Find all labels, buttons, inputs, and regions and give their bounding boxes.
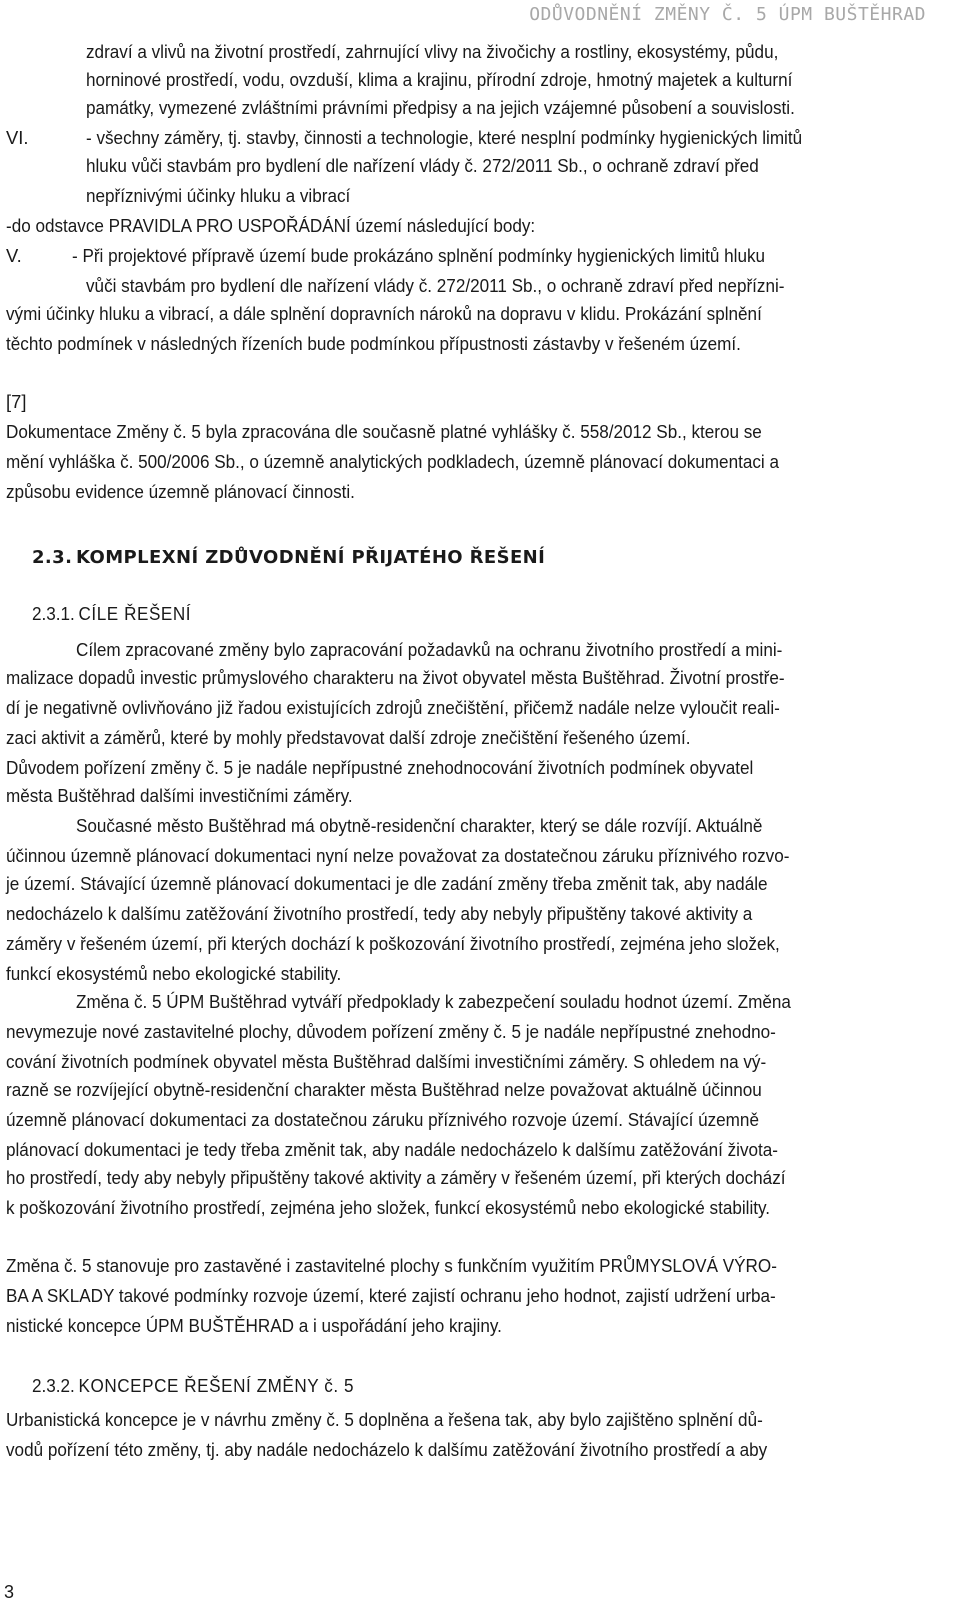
section-heading xyxy=(32,546,545,570)
item-marker: VI. xyxy=(6,127,29,148)
text-line: nistické koncepce ÚPM BUŠTĚHRAD a i uspořádání jeho krajiny. xyxy=(6,1315,502,1336)
text-line: - Při projektové přípravě území bude prokázáno splnění podmínky hygienických limitů hluku xyxy=(72,245,766,266)
text-line: Důvodem pořízení změny č. 5 je nadále nepřípustné znehodnocování životních podmínek obyvatel xyxy=(6,757,754,778)
text-line: Změna č. 5 stanovuje pro zastavěné i zastavitelné plochy s funkčním využitím PRŮMYSLOVÁ VÝRO- xyxy=(6,1255,777,1276)
text-line: způsobu evidence územně plánovací činnosti. xyxy=(6,481,355,502)
text-line: nepříznivými účinky hluku a vibrací xyxy=(86,185,351,206)
text-line: památky, vymezené zvláštními právními předpisy a na jejich vzájemné působení a souvislosti. xyxy=(86,97,795,118)
text-line: zdraví a vlivů na životní prostředí, zahrnující vlivy na živočichy a rostliny, ekosystémy, půdu, xyxy=(86,41,779,62)
text-line: razně se rozvíjející obytně-residenční charakter města Buštěhrad nelze považovat aktuálně účinnou xyxy=(6,1079,762,1100)
page-number: 3 xyxy=(4,1582,15,1602)
text-line: nevymezuje nové zastavitelné plochy, důvodem pořízení změny č. 5 je nadále nepřípustné znehodno- xyxy=(6,1021,776,1042)
text-line: záměry v řešeném území, při kterých dochází k poškozování životního prostředí, zejména jeho složek, xyxy=(6,933,780,954)
text-line: k poškozování životního prostředí, zejména jeho složek, funkcí ekosystémů nebo ekologické stability. xyxy=(6,1197,771,1218)
subsection-number: 2.3.1. xyxy=(32,603,75,624)
text-line: Současné město Buštěhrad má obytně-residenční charakter, který se dále rozvíjí. Aktuálně xyxy=(76,815,763,836)
text-line: zaci aktivit a záměrů, které by mohly představovat další zdroje znečištění řešeného území. xyxy=(6,727,691,748)
text-line: malizace dopadů investic průmyslového charakteru na život obyvatel města Buštěhrad. Životní prostře- xyxy=(6,667,785,688)
text-line: vůči stavbám pro bydlení dle nařízení vlády č. 272/2011 Sb., o ochraně zdraví před nepřízni- xyxy=(86,275,785,296)
subsection-heading xyxy=(32,602,191,626)
text-line: města Buštěhrad dalšími investičními záměry. xyxy=(6,785,353,806)
text-line: Změna č. 5 ÚPM Buštěhrad vytváří předpoklady k zabezpečení souladu hodnot území. Změna xyxy=(76,991,791,1012)
section-number: 2.3. xyxy=(32,547,73,568)
text-line: funkcí ekosystémů nebo ekologické stability. xyxy=(6,963,342,984)
section-title: KOMPLEXNÍ ZDŮVODNĚNÍ PŘIJATÉHO ŘEŠENÍ xyxy=(76,547,546,568)
item-marker: V. xyxy=(6,245,22,266)
text-line: dí je negativně ovlivňováno již řadou existujících zdrojů znečištění, přičemž nadále nelze vyloučit reali- xyxy=(6,697,780,718)
text-line: je území. Stávající územně plánovací dokumentaci je dle zadání změny třeba změnit tak, aby nadále xyxy=(6,873,768,894)
text-line: Dokumentace Změny č. 5 byla zpracována dle současně platné vyhlášky č. 558/2012 Sb., kterou se xyxy=(6,421,762,442)
text-line: Cílem zpracované změny bylo zapracování požadavků na ochranu životního prostředí a mini- xyxy=(76,639,783,660)
subsection-title: KONCEPCE ŘEŠENÍ ZMĚNY č. 5 xyxy=(78,1375,355,1396)
subsection-number: 2.3.2. xyxy=(32,1375,75,1396)
text-line: - všechny záměry, tj. stavby, činnosti a technologie, které nesplní podmínky hygienických limitů xyxy=(86,127,803,148)
text-line: vými účinky hluku a vibrací, a dále splnění dopravních nároků na dopravu v klidu. Prokázání splnění xyxy=(6,303,762,324)
subsection-heading xyxy=(32,1374,354,1398)
text-line: vodů pořízení této změny, tj. aby nadále nedocházelo k dalšímu zatěžování životního prostředí a aby xyxy=(6,1439,768,1460)
text-line: plánovací dokumentaci je tedy třeba změnit tak, aby nadále nedocházelo k dalšímu zatěžování života- xyxy=(6,1139,779,1160)
text-line: účinnou územně plánovací dokumentaci nyní nelze považovat za dostatečnou záruku příznivého rozvo- xyxy=(6,845,790,866)
text-line: horninové prostředí, vodu, ovzduší, klima a krajinu, přírodní zdroje, hmotný majetek a kulturní xyxy=(86,69,793,90)
text-line: těchto podmínek v následných řízeních bude podmínkou přípustnosti zástavby v řešeném území. xyxy=(6,333,741,354)
reference-marker: [7] xyxy=(6,391,27,412)
pravidla-note: -do odstavce PRAVIDLA PRO USPOŘÁDÁNÍ území následující body: xyxy=(6,215,536,236)
text-line: územně plánovací dokumentaci za dostatečnou záruku příznivého rozvoje území. Stávající územně xyxy=(6,1109,759,1130)
text-line: mění vyhláška č. 500/2006 Sb., o územně analytických podkladech, územně plánovací dokumentaci a xyxy=(6,451,779,472)
text-line: cování životních podmínek obyvatel města Buštěhrad dalšími investičními záměry. S ohledem na vý- xyxy=(6,1051,767,1072)
running-header: ODŮVODNĚNÍ ZMĚNY Č. 5 ÚPM BUŠTĚHRAD xyxy=(529,4,926,25)
subsection-title: CÍLE ŘEŠENÍ xyxy=(78,603,192,624)
text-line: nedocházelo k dalšímu zatěžování životního prostředí, tedy aby nebyly připuštěny takové aktivity a xyxy=(6,903,753,924)
text-line: ho prostředí, tedy aby nebyly připuštěny takové aktivity a záměry v řešeném území, při kterých dochází xyxy=(6,1167,786,1188)
text-line: Urbanistická koncepce je v návrhu změny č. 5 doplněna a řešena tak, aby bylo zajištěno splnění dů- xyxy=(6,1409,763,1430)
text-line: hluku vůči stavbám pro bydlení dle nařízení vlády č. 272/2011 Sb., o ochraně zdraví před xyxy=(86,155,759,176)
text-line: BA A SKLADY takové podmínky rozvoje území, které zajistí ochranu jeho hodnot, zajistí udržení urba- xyxy=(6,1285,776,1306)
